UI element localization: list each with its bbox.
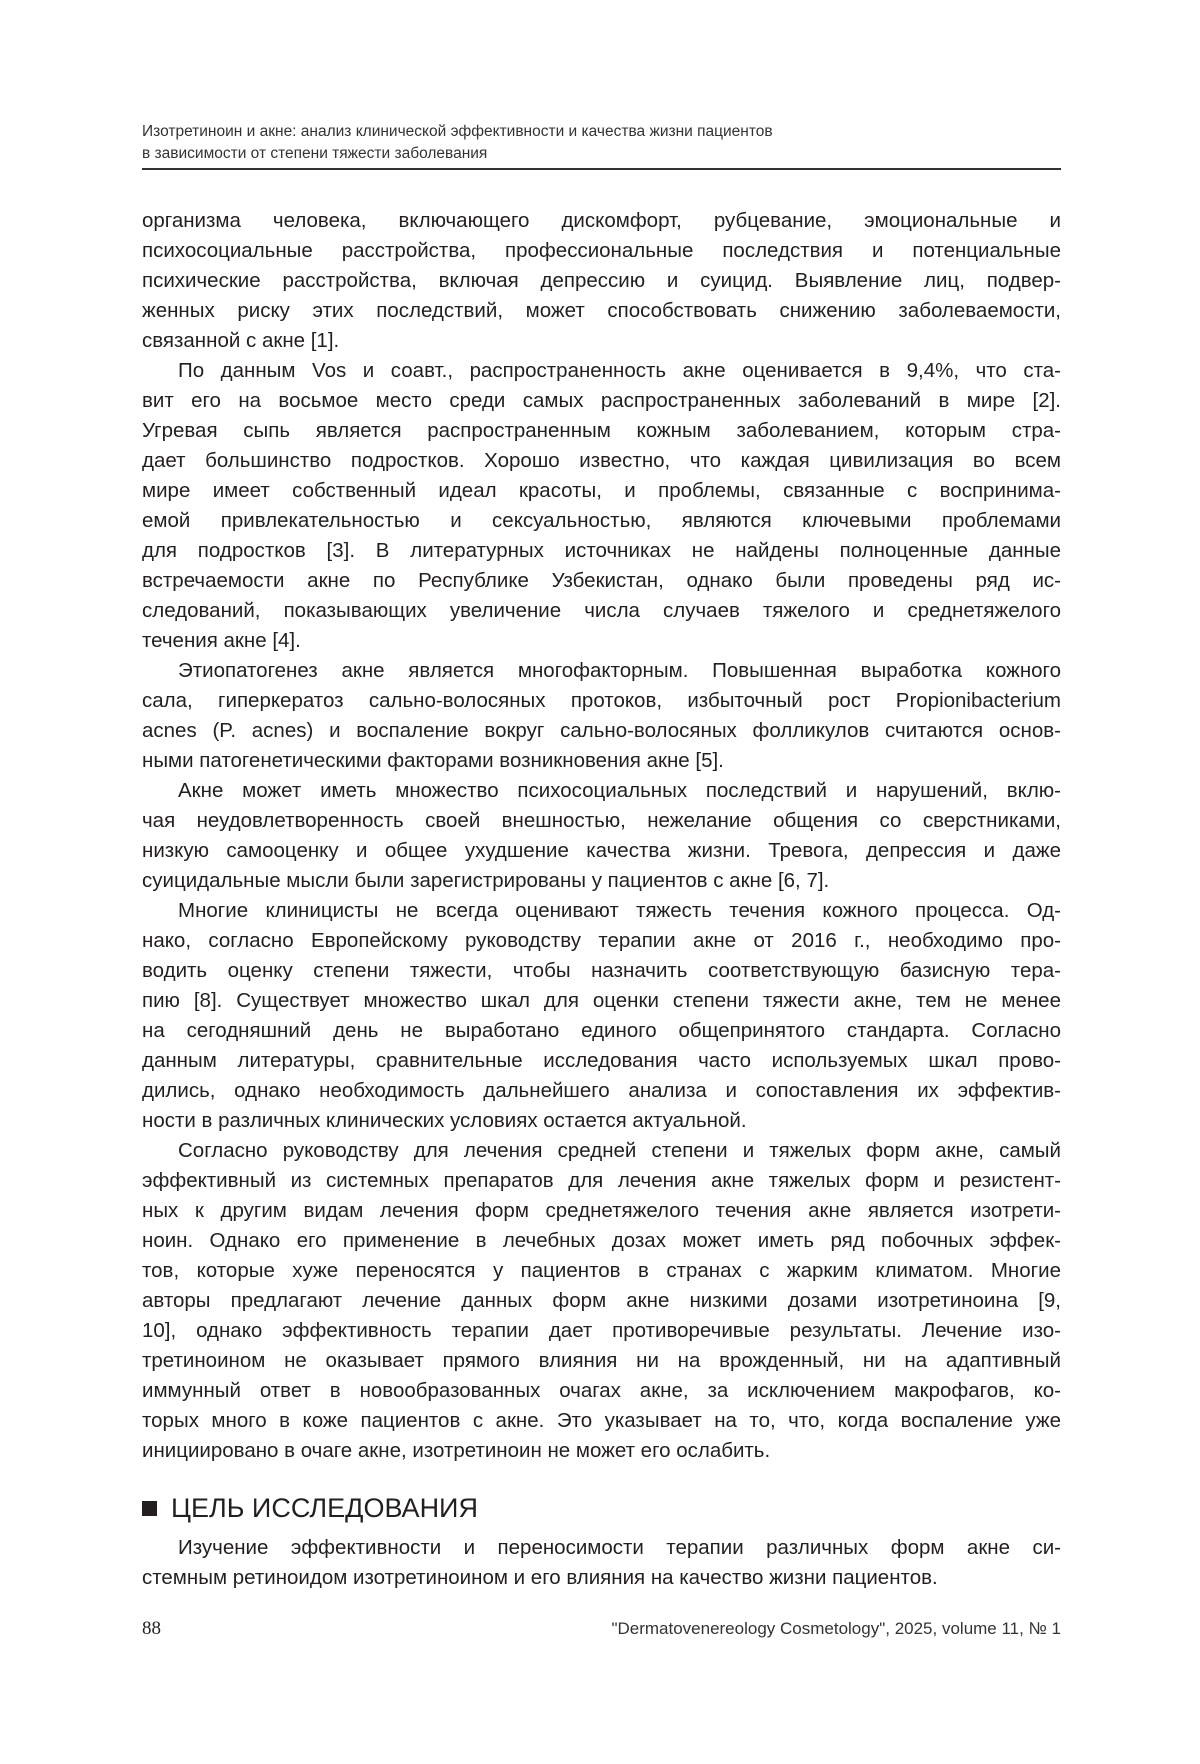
text-line: пию [8]. Существует множество шкал для оценки степени тяжести акне, тем не менее xyxy=(142,986,1061,1016)
text-line: ноин. Однако его применение в лечебных дозах может иметь ряд побочных эффек- xyxy=(142,1226,1061,1256)
header-rule xyxy=(142,168,1061,170)
text-line: торых много в коже пациентов с акне. Это указывает на то, что, когда воспаление уже xyxy=(142,1406,1061,1436)
text-line: тов, которые хуже переносятся у пациентов в странах с жарким климатом. Многие xyxy=(142,1256,1061,1286)
section-heading-text: ЦЕЛЬ ИССЛЕДОВАНИЯ xyxy=(171,1490,478,1526)
text-line: авторы предлагают лечение данных форм акне низкими дозами изотретиноина [9, xyxy=(142,1286,1061,1316)
running-header-line: в зависимости от степени тяжести заболевания xyxy=(142,143,773,165)
paragraph xyxy=(142,1136,1061,1466)
text-line: следований, показывающих увеличение числа случаев тяжелого и среднетяжелого xyxy=(142,596,1061,626)
text-line: организма человека, включающего дискомфорт, рубцевание, эмоциональные и xyxy=(142,206,1061,236)
square-bullet-icon xyxy=(142,1501,157,1516)
text-line: вит его на восьмое место среди самых распространенных заболеваний в мире [2]. xyxy=(142,386,1061,416)
text-line: низкую самооценку и общее ухудшение качества жизни. Тревога, депрессия и даже xyxy=(142,836,1061,866)
paragraph xyxy=(142,896,1061,1136)
text-line: инициировано в очаге акне, изотретиноин не может его ослабить. xyxy=(142,1436,1061,1466)
page-number: 88 xyxy=(142,1618,161,1640)
text-line: для подростков [3]. В литературных источниках не найдены полноценные данные xyxy=(142,536,1061,566)
text-line: иммунный ответ в новообразованных очагах акне, за исключением макрофагов, ко- xyxy=(142,1376,1061,1406)
running-header-line: Изотретиноин и акне: анализ клинической эффективности и качества жизни пациентов xyxy=(142,121,773,143)
running-header xyxy=(142,121,773,165)
text-line: стемным ретиноидом изотретиноином и его влияния на качество жизни пациентов. xyxy=(142,1563,1061,1593)
text-line: эффективный из системных препаратов для лечения акне тяжелых форм и резистент- xyxy=(142,1166,1061,1196)
text-line: Акне может иметь множество психосоциальных последствий и нарушений, вклю- xyxy=(142,776,1061,806)
text-line: Угревая сыпь является распространенным кожным заболеванием, которым стра- xyxy=(142,416,1061,446)
text-line: нако, согласно Европейскому руководству терапии акне от 2016 г., необходимо про- xyxy=(142,926,1061,956)
text-line: течения акне [4]. xyxy=(142,626,1061,656)
text-line: Согласно руководству для лечения средней степени и тяжелых форм акне, самый xyxy=(142,1136,1061,1166)
text-line: мире имеет собственный идеал красоты, и проблемы, связанные с воспринима- xyxy=(142,476,1061,506)
journal-citation: "Dermatovenereology Cosmetology", 2025, volume 11, № 1 xyxy=(611,1619,1061,1639)
text-line: Изучение эффективности и переносимости терапии различных форм акне си- xyxy=(142,1533,1061,1563)
text-line: ности в различных клинических условиях остается актуальной. xyxy=(142,1106,1061,1136)
text-line: По данным Vos и соавт., распространенность акне оценивается в 9,4%, что ста- xyxy=(142,356,1061,386)
text-line: психосоциальные расстройства, профессиональные последствия и потенциальные xyxy=(142,236,1061,266)
text-line: чая неудовлетворенность своей внешностью, нежелание общения со сверстниками, xyxy=(142,806,1061,836)
text-line: данным литературы, сравнительные исследования часто используемых шкал прово- xyxy=(142,1046,1061,1076)
text-line: суицидальные мысли были зарегистрированы у пациентов с акне [6, 7]. xyxy=(142,866,1061,896)
text-line: дает большинство подростков. Хорошо известно, что каждая цивилизация во всем xyxy=(142,446,1061,476)
text-line: сала, гиперкератоз сально-волосяных протоков, избыточный рост Propionibacterium xyxy=(142,686,1061,716)
paragraph xyxy=(142,356,1061,656)
text-line: связанной с акне [1]. xyxy=(142,326,1061,356)
text-line: ными патогенетическими факторами возникновения акне [5]. xyxy=(142,746,1061,776)
text-line: емой привлекательностью и сексуальностью, являются ключевыми проблемами xyxy=(142,506,1061,536)
text-line: на сегодняшний день не выработано единого общепринятого стандарта. Согласно xyxy=(142,1016,1061,1046)
text-line: водить оценку степени тяжести, чтобы назначить соответствующую базисную тера- xyxy=(142,956,1061,986)
text-line: дились, однако необходимость дальнейшего анализа и сопоставления их эффектив- xyxy=(142,1076,1061,1106)
text-line: ных к другим видам лечения форм среднетяжелого течения акне является изотрети- xyxy=(142,1196,1061,1226)
text-line: третиноином не оказывает прямого влияния ни на врожденный, ни на адаптивный xyxy=(142,1346,1061,1376)
text-line: Многие клиницисты не всегда оценивают тяжесть течения кожного процесса. Од- xyxy=(142,896,1061,926)
text-line: женных риску этих последствий, может способствовать снижению заболеваемости, xyxy=(142,296,1061,326)
paragraph xyxy=(142,776,1061,896)
aim-paragraph xyxy=(142,1533,1061,1593)
text-line: acnes (P. acnes) и воспаление вокруг сально-волосяных фолликулов считаются основ- xyxy=(142,716,1061,746)
body-text xyxy=(142,206,1061,1466)
text-line: встречаемости акне по Республике Узбекистан, однако были проведены ряд ис- xyxy=(142,566,1061,596)
paragraph xyxy=(142,656,1061,776)
text-line: Этиопатогенез акне является многофакторным. Повышенная выработка кожного xyxy=(142,656,1061,686)
text-line: 10], однако эффективность терапии дает противоречивые результаты. Лечение изо- xyxy=(142,1316,1061,1346)
section-heading xyxy=(142,1490,478,1526)
text-line: психические расстройства, включая депрессию и суицид. Выявление лиц, подвер- xyxy=(142,266,1061,296)
paragraph xyxy=(142,206,1061,356)
